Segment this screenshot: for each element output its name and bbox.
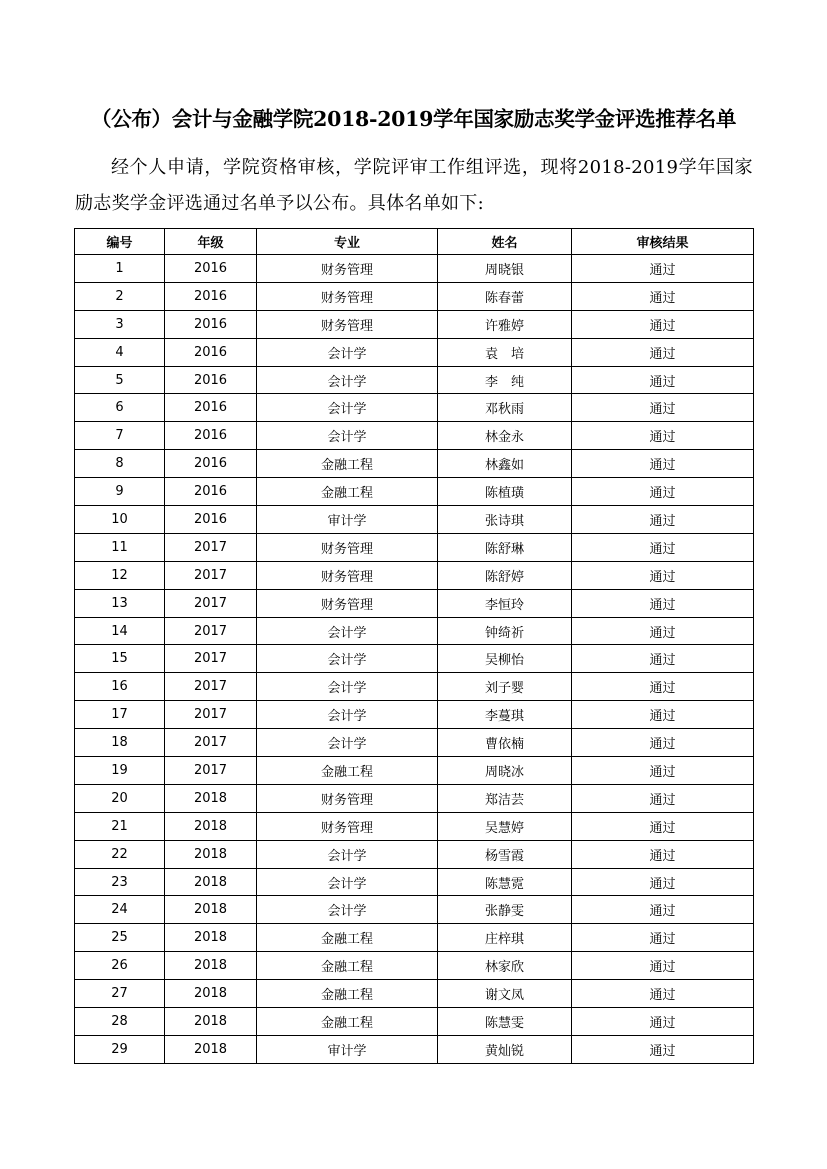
cell-result: 通过 (572, 394, 754, 422)
cell-grade: 2017 (165, 757, 257, 785)
cell-result: 通过 (572, 701, 754, 729)
cell-major: 财务管理 (257, 812, 438, 840)
scholarship-table (74, 228, 754, 1064)
table-row (75, 812, 754, 840)
cell-result: 通过 (572, 812, 754, 840)
cell-major: 会计学 (257, 617, 438, 645)
cell-name: 陈植璜 (438, 478, 572, 506)
cell-number: 17 (75, 701, 165, 729)
table-row (75, 561, 754, 589)
cell-result: 通过 (572, 338, 754, 366)
cell-name: 陈慧雯 (438, 1008, 572, 1036)
cell-number: 25 (75, 924, 165, 952)
cell-major: 会计学 (257, 645, 438, 673)
cell-name: 陈舒婷 (438, 561, 572, 589)
cell-grade: 2018 (165, 840, 257, 868)
cell-name: 李蔓琪 (438, 701, 572, 729)
table-row (75, 980, 754, 1008)
cell-number: 13 (75, 589, 165, 617)
cell-result: 通过 (572, 896, 754, 924)
cell-result: 通过 (572, 729, 754, 757)
table-row (75, 757, 754, 785)
cell-major: 审计学 (257, 1035, 438, 1063)
cell-grade: 2018 (165, 924, 257, 952)
table-row (75, 617, 754, 645)
cell-number: 3 (75, 310, 165, 338)
cell-major: 金融工程 (257, 952, 438, 980)
cell-grade: 2018 (165, 868, 257, 896)
cell-major: 会计学 (257, 422, 438, 450)
cell-number: 19 (75, 757, 165, 785)
cell-grade: 2018 (165, 896, 257, 924)
cell-name: 吴柳怡 (438, 645, 572, 673)
table-row (75, 924, 754, 952)
cell-name: 杨雪霞 (438, 840, 572, 868)
table-row (75, 868, 754, 896)
cell-name: 李 纯 (438, 366, 572, 394)
cell-name: 林金永 (438, 422, 572, 450)
cell-grade: 2016 (165, 255, 257, 283)
cell-result: 通过 (572, 1008, 754, 1036)
header-result: 审核结果 (572, 229, 754, 255)
cell-number: 10 (75, 506, 165, 534)
cell-number: 15 (75, 645, 165, 673)
cell-name: 邓秋雨 (438, 394, 572, 422)
cell-number: 6 (75, 394, 165, 422)
cell-grade: 2018 (165, 1035, 257, 1063)
cell-result: 通过 (572, 282, 754, 310)
cell-grade: 2017 (165, 673, 257, 701)
cell-name: 庄梓琪 (438, 924, 572, 952)
cell-grade: 2018 (165, 784, 257, 812)
table-row (75, 701, 754, 729)
cell-number: 28 (75, 1008, 165, 1036)
table-row (75, 450, 754, 478)
cell-result: 通过 (572, 840, 754, 868)
table-body (75, 255, 754, 1064)
cell-number: 20 (75, 784, 165, 812)
cell-name: 陈慧霓 (438, 868, 572, 896)
cell-major: 会计学 (257, 673, 438, 701)
cell-name: 刘子婴 (438, 673, 572, 701)
table-row (75, 394, 754, 422)
cell-number: 26 (75, 952, 165, 980)
cell-major: 审计学 (257, 506, 438, 534)
header-grade: 年级 (165, 229, 257, 255)
cell-major: 财务管理 (257, 282, 438, 310)
cell-grade: 2016 (165, 422, 257, 450)
cell-grade: 2016 (165, 310, 257, 338)
cell-major: 会计学 (257, 729, 438, 757)
cell-number: 12 (75, 561, 165, 589)
cell-result: 通过 (572, 645, 754, 673)
cell-major: 会计学 (257, 896, 438, 924)
table-header-row (75, 229, 754, 255)
cell-grade: 2018 (165, 1008, 257, 1036)
table-row (75, 729, 754, 757)
table-row (75, 1008, 754, 1036)
cell-name: 周晓银 (438, 255, 572, 283)
cell-grade: 2017 (165, 729, 257, 757)
cell-name: 陈舒琳 (438, 533, 572, 561)
cell-result: 通过 (572, 757, 754, 785)
cell-number: 11 (75, 533, 165, 561)
cell-name: 袁 培 (438, 338, 572, 366)
header-number: 编号 (75, 229, 165, 255)
cell-grade: 2016 (165, 338, 257, 366)
table-row (75, 282, 754, 310)
cell-major: 金融工程 (257, 450, 438, 478)
cell-major: 财务管理 (257, 533, 438, 561)
cell-major: 会计学 (257, 394, 438, 422)
cell-name: 林家欣 (438, 952, 572, 980)
cell-grade: 2017 (165, 533, 257, 561)
cell-number: 5 (75, 366, 165, 394)
cell-result: 通过 (572, 506, 754, 534)
cell-grade: 2017 (165, 561, 257, 589)
cell-name: 吴慧婷 (438, 812, 572, 840)
table-row (75, 338, 754, 366)
table-row (75, 896, 754, 924)
cell-major: 财务管理 (257, 310, 438, 338)
cell-number: 8 (75, 450, 165, 478)
cell-name: 陈春蕾 (438, 282, 572, 310)
table-row (75, 840, 754, 868)
cell-number: 9 (75, 478, 165, 506)
cell-grade: 2017 (165, 589, 257, 617)
cell-result: 通过 (572, 450, 754, 478)
cell-major: 金融工程 (257, 980, 438, 1008)
cell-grade: 2016 (165, 282, 257, 310)
cell-number: 2 (75, 282, 165, 310)
cell-name: 周晓冰 (438, 757, 572, 785)
table-row (75, 506, 754, 534)
cell-result: 通过 (572, 924, 754, 952)
cell-major: 金融工程 (257, 1008, 438, 1036)
cell-number: 1 (75, 255, 165, 283)
cell-name: 李恒玲 (438, 589, 572, 617)
cell-number: 7 (75, 422, 165, 450)
cell-grade: 2016 (165, 366, 257, 394)
cell-result: 通过 (572, 366, 754, 394)
cell-major: 财务管理 (257, 784, 438, 812)
cell-grade: 2018 (165, 980, 257, 1008)
cell-number: 18 (75, 729, 165, 757)
cell-number: 27 (75, 980, 165, 1008)
cell-result: 通过 (572, 422, 754, 450)
cell-result: 通过 (572, 561, 754, 589)
cell-number: 22 (75, 840, 165, 868)
cell-result: 通过 (572, 255, 754, 283)
cell-major: 金融工程 (257, 478, 438, 506)
cell-number: 16 (75, 673, 165, 701)
cell-major: 会计学 (257, 338, 438, 366)
cell-major: 金融工程 (257, 924, 438, 952)
cell-number: 29 (75, 1035, 165, 1063)
cell-name: 许雅婷 (438, 310, 572, 338)
cell-result: 通过 (572, 478, 754, 506)
cell-number: 21 (75, 812, 165, 840)
table-row (75, 673, 754, 701)
cell-name: 张静雯 (438, 896, 572, 924)
cell-result: 通过 (572, 1035, 754, 1063)
table-row (75, 533, 754, 561)
cell-result: 通过 (572, 617, 754, 645)
cell-name: 钟绮祈 (438, 617, 572, 645)
cell-major: 财务管理 (257, 589, 438, 617)
cell-grade: 2017 (165, 617, 257, 645)
table-row (75, 589, 754, 617)
table-row (75, 645, 754, 673)
cell-grade: 2016 (165, 394, 257, 422)
table-row (75, 310, 754, 338)
cell-name: 谢文凤 (438, 980, 572, 1008)
cell-number: 4 (75, 338, 165, 366)
cell-result: 通过 (572, 868, 754, 896)
cell-result: 通过 (572, 980, 754, 1008)
table-row (75, 1035, 754, 1063)
cell-grade: 2017 (165, 701, 257, 729)
table-row (75, 422, 754, 450)
cell-result: 通过 (572, 310, 754, 338)
cell-name: 林鑫如 (438, 450, 572, 478)
cell-major: 会计学 (257, 701, 438, 729)
table-row (75, 784, 754, 812)
cell-grade: 2016 (165, 478, 257, 506)
cell-result: 通过 (572, 784, 754, 812)
cell-name: 黄灿锐 (438, 1035, 572, 1063)
cell-major: 会计学 (257, 366, 438, 394)
cell-grade: 2018 (165, 952, 257, 980)
cell-number: 23 (75, 868, 165, 896)
cell-grade: 2016 (165, 506, 257, 534)
cell-major: 会计学 (257, 840, 438, 868)
cell-number: 14 (75, 617, 165, 645)
cell-result: 通过 (572, 952, 754, 980)
intro-paragraph: 经个人申请，学院资格审核，学院评审工作组评选，现将2018-2019学年国家励志奖学金评选通过名单予以公布。具体名单如下: (75, 157, 753, 214)
cell-major: 金融工程 (257, 757, 438, 785)
table-row (75, 952, 754, 980)
cell-grade: 2016 (165, 450, 257, 478)
header-name: 姓名 (438, 229, 572, 255)
cell-major: 会计学 (257, 868, 438, 896)
cell-name: 张诗琪 (438, 506, 572, 534)
cell-result: 通过 (572, 533, 754, 561)
cell-name: 曹依楠 (438, 729, 572, 757)
cell-major: 财务管理 (257, 561, 438, 589)
table-row (75, 255, 754, 283)
cell-major: 财务管理 (257, 255, 438, 283)
cell-grade: 2017 (165, 645, 257, 673)
document-title: （公布）会计与金融学院2018-2019学年国家励志奖学金评选推荐名单 (90, 107, 737, 131)
table-row (75, 366, 754, 394)
cell-result: 通过 (572, 673, 754, 701)
table-row (75, 478, 754, 506)
cell-grade: 2018 (165, 812, 257, 840)
cell-number: 24 (75, 896, 165, 924)
header-major: 专业 (257, 229, 438, 255)
cell-name: 郑洁芸 (438, 784, 572, 812)
cell-result: 通过 (572, 589, 754, 617)
